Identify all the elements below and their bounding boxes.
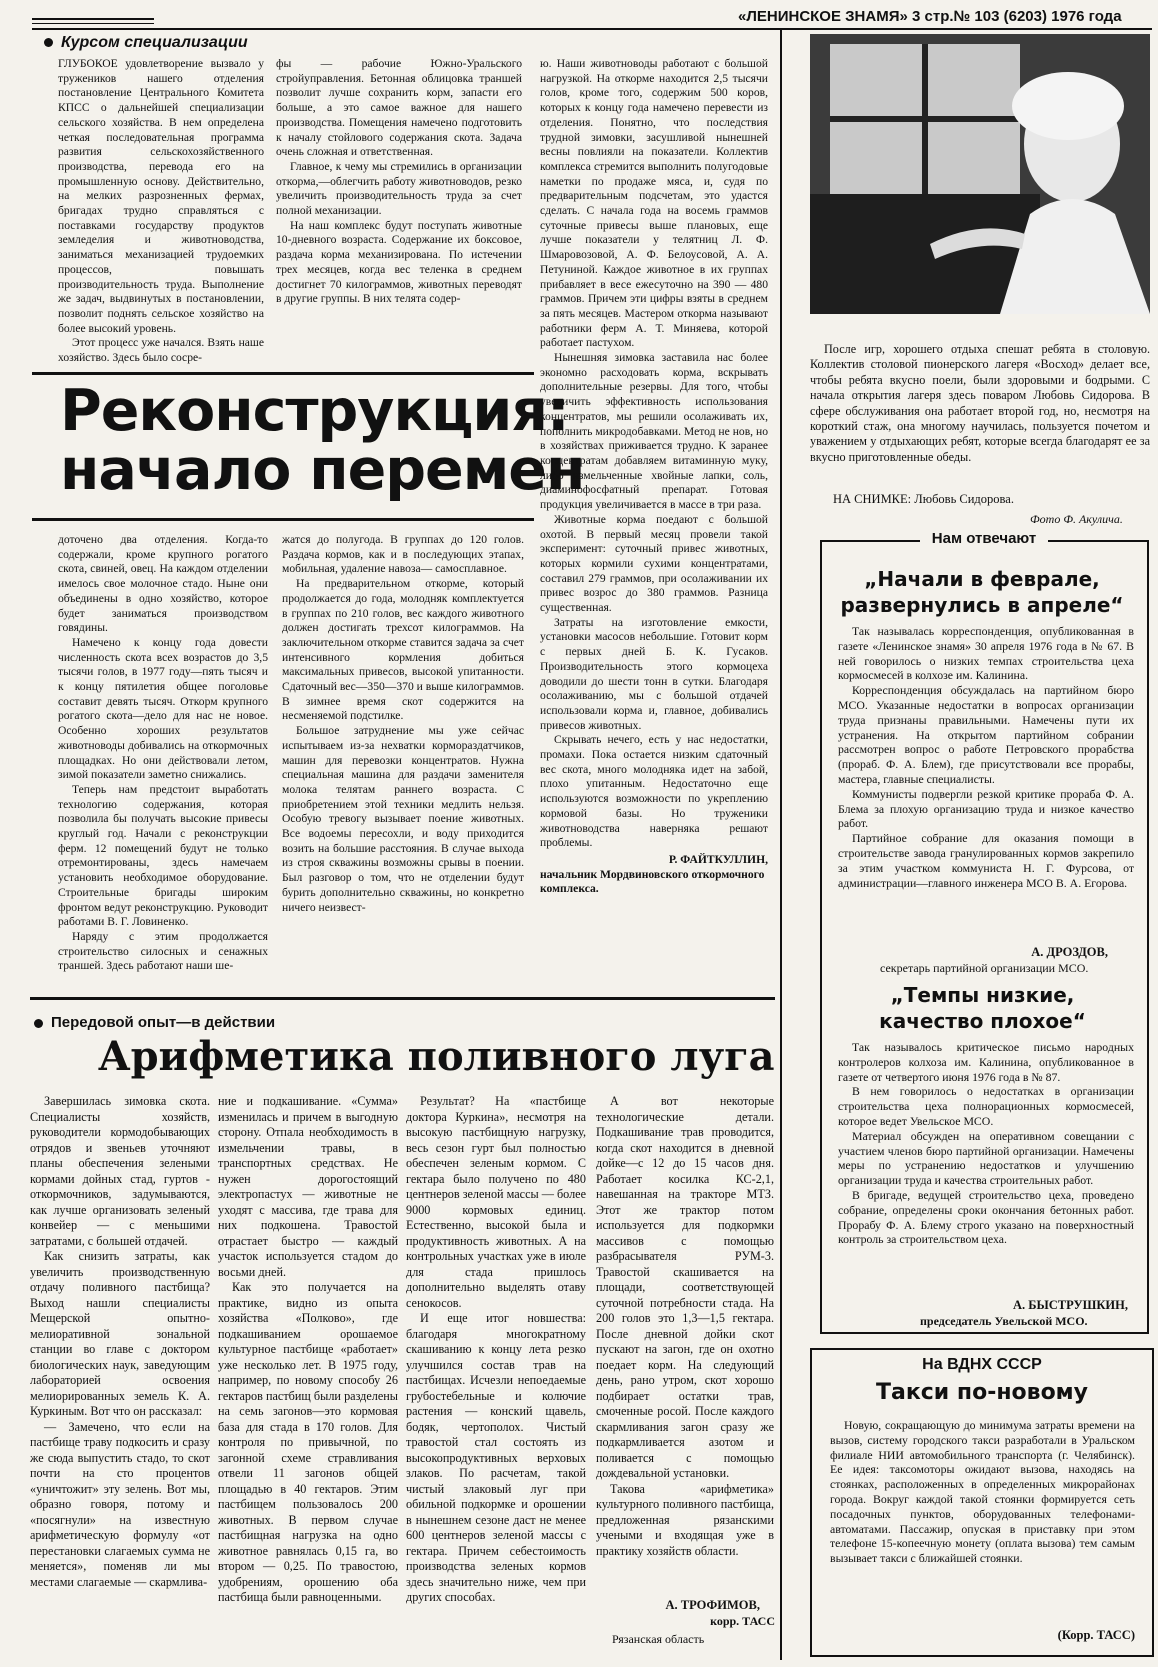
paragraph: Этот процесс уже начался. Взять наше хозяйство. Здесь было сосре-	[58, 336, 264, 365]
paragraph: И еще итог новшества: благодаря многократному скашиванию к концу лета резко улучшился состав трав на пастбищах. Исчезли непоедаемые грубостебельные и колючие растения — конский щавель, бодяк, чертополох. Чистый травостой стал состоять из высокопродуктивных верховых злаков. По расчетам, такой чистый злаковый луг при обильной подкормке и орошении в нынешнем сезоне даст не менее 600 центнеров зеленой массы с гектара. Причем себестоимость производства зеленых кормов здесь значительно ниже, чем при других способах.	[406, 1311, 586, 1604]
article1-col3	[540, 57, 768, 984]
photo-image	[810, 34, 1150, 314]
paragraph: Как снизить затраты, как увеличить производственную отдачу поливного пастбища? Выход нашли специалисты Мещерской опытно-мелиоративной зональной станции во главе с доктором биологических наук, заведующим лабораторией освоения мелиорированных земель К. А. Куркиным. Вот что он рассказал:	[30, 1249, 210, 1418]
paragraph: А вот некоторые технологические детали. Подкашивание трав проводится, когда скот находится в дневной дойке—с 12 до 15 часов дня. Работает косилка КС-2,1, навешанная на тракторе МТЗ. Этот же трактор потом используется для подкормки массивов с помощью разбрасывателя РУМ-3. Травостой скашивается на площади, соответствующей суточной потребности стада. На 200 голов это 1,3—1,5 гектара. После дневной дойки скот пускают на загон, где он охотно поедает корм. На следующий день, рано утром, скот хорошо подбирает остатки трав, смоченные росой. После каждого скармливания загон сразу же подкармливается азотом и поливается с помощью дождевальной установки.	[596, 1094, 774, 1480]
answers-title-2: „Темпы низкие, качество плохое“	[879, 983, 1086, 1033]
paragraph: Коммунисты подвергли резкой критике прораба Ф. А. Блема за плохую организацию труда и низкое качество работ.	[838, 786, 1134, 831]
answers-body-1	[838, 624, 1134, 940]
answers-signature-1: А. ДРОЗДОВ,	[1031, 945, 1108, 959]
paragraph: Намечено к концу года довести численность скота всех возрастов до 3,5 тысячи голов, в 1977 году—пять тысяч и к концу пятилетия общее поголовье составит девять тысяч. Откорм крупного рогатого скота—дело для нас не новое. Особенно хороших результатов животноводы добивались на откормочных площадках. Но они действовали летом, зимой показатели заметно снижались.	[58, 635, 268, 782]
paragraph: Затраты на изготовление емкости, установки масосов небольшие. Готовит корм с первых дней Б. К. Гусаков. Производительность этого кормоцеха доводили до шести тонн в сутки. Благодаря осолаживанию, мы с большой отдачей использовали корма и, главное, добивались привесов животных.	[540, 615, 768, 732]
article2-place: Рязанская область	[612, 1632, 705, 1646]
title-line: Реконструкция:	[60, 378, 569, 444]
paragraph: жатся до полугода. В группах до 120 голов. Раздача кормов, как и в последующих этапах, мобильная, удаление навоза— самосплавное.	[282, 533, 524, 576]
top-rule	[32, 18, 154, 20]
paragraph: ГЛУБОКОЕ удовлетворение вызвало у тружеников нашего отделения постановление Центрального Комитета КПСС о дальнейшей специализации сельского хозяйства. В нем определена четкая последовательная программа развития сельскохозяйственного производства, перевода его на промышленную основу. Действительно, на мелких разрозненных фермах, бригадах трудно справляться с поставками государству продуктов земледелия и животноводства, заниматься механизацией трудоемких процессов, повышать производительность труда. Выполнение же задач, выдвинутых в постановлении, позволит поднять сельское хозяйство на более высокий уровень.	[58, 57, 264, 335]
paragraph: Новую, сокращающую до минимума затраты времени на вызов, систему городского такси разработали в Уральском филиале НИИ автомобильного транспорта (г. Челябинск). Ее идея: таксомоторы ожидают вызова, находясь на стоянках, расположенных в определенных микрорайонах города. Вокруг каждой такой стоянки формируется сеть посадочных пунктов, оборудованных телефонами-автоматами. Пассажир, опуская в приставку при этом телефоне 15-копеечную монету (оплата вызова) тем самым вызывает такси с ближайшей стоянки.	[830, 1418, 1135, 1566]
taxi-title: Такси по-новому	[875, 1380, 1089, 1405]
paragraph: Результат? На «пастбище доктора Куркина», несмотря на высокую пастбищную нагрузку, весь сезон гурт был полностью обеспечен зеленым кормом. С гектара было получено по 480 центнеров зеленой массы — более 9000 кормовых единиц. Естественно, высокой была и продуктивность животных. А на контрольных участках уже в июле для стада пришлось дополнительно выделять отаву сенокосов.	[406, 1094, 586, 1310]
answers-body-2	[838, 1040, 1134, 1302]
paragraph: Так называлось критическое письмо народных контролеров колхоза им. Калинина, опубликованное в газете от четвертого июня 1976 года в № 87.	[838, 1040, 1134, 1084]
paragraph: Корреспонденция обсуждалась на партийном бюро МСО. Указанные недостатки в вопросах организации труда признаны правильными. Намечены пути их устранения. На открытом партийном собрании рассмотрен вопрос о работе Петровского прорабства (прораб. Ф. А. Блем), где присутствовали все прорабы, мастера, главные специалисты.	[838, 683, 1134, 786]
answers-signature-2: А. БЫСТРУШКИН,	[1012, 1298, 1128, 1312]
paragraph: ю. Наши животноводы работают с большой нагрузкой. На откорме находится 2,5 тысячи голов, кроме того, содержим 500 коров, которых к концу года намечено перевести из отделения. Понятно, что последствия трудной зимовки, засушливой нынешней весны повлияли на показатели. Коллектив комплекса стремится выполнить полугодовые наметки по продаже мяса, и, судя по предварительным подсчетам, это удастся сделать. С начала года на восемь граммов суточные привесы выше плановых, еще лучше показатели у телятниц Л. Ф. Шмаровозовой, А. Ф. Белоусовой, А. А. Петуниной. Каждое животное в их группах прибавляет в весе ежесуточно на 390 — 480 граммов. Причем эти цифры взяты в среднем за пять месяцев. Мастером откорма называют работники ферм А. Т. Миняева, которой работает пастухом.	[540, 57, 768, 350]
article1-col1-bottom	[58, 533, 268, 989]
taxi-signature: (Корр. ТАСС)	[1057, 1628, 1135, 1642]
paragraph: фы — рабочие Южно-Уральского стройуправления. Бетонная облицовка траншей позволит лучше сохранить корм, запасти его больше, а это самое важное для нашего производства. Помещения намечено подготовить к началу стойлового содержания скота. Задача очень сложная и ответственная.	[276, 57, 522, 159]
article1-title	[60, 378, 585, 503]
article1-col2-bottom	[282, 533, 524, 989]
article2-signature: А. ТРОФИМОВ,	[665, 1598, 760, 1612]
column-divider	[780, 30, 782, 1660]
top-rule	[32, 23, 154, 24]
title-line: начало перемен	[60, 436, 585, 503]
masthead-line: «ЛЕНИНСКОЕ ЗНАМЯ» 3 стр.№ 103 (6203) 1976 года	[738, 8, 1122, 25]
header-underline	[32, 28, 1152, 30]
paragraph: Наряду с этим продолжается строительство силосных и сенажных траншей. Здесь работают наши ше-	[58, 929, 268, 973]
photo-caption-text	[810, 342, 1150, 464]
paragraph: На наш комплекс будут поступать животные 10-дневного возраста. Содержание их боксовое, раздача корма механизирована. По истечении трех месяцев, когда вес теленка в среднем достигнет 70 килограммов, животных переводят в другие группы. В них телята содер-	[276, 218, 522, 306]
answers-signature-1-role: секретарь партийной организации МСО.	[880, 961, 1089, 975]
paragraph: Теперь нам предстоит выработать технологию содержания, которая позволила бы получать высокие привесы круглый год. Начали с реконструкции ферм. 12 помещений будут не только отремонтированы, здесь намечаем установить необходимое оборудование. Строительные бригады широким фронтом ведут реконструкцию. Руководит работами В. Г. Ловиненко.	[58, 782, 268, 929]
article2-col4	[596, 1094, 774, 1584]
answers-header	[824, 530, 1144, 548]
paragraph: Так называлась корреспонденция, опубликованная в газете «Ленинское знамя» 30 апреля 1976 года в № 67. В ней говорилось о низких темпах строительства цеха кормосмесей в колхозе им. Калинина.	[838, 624, 1134, 683]
paragraph: Скрывать нечего, есть у нас недостатки, промахи. Пока остается низким сдаточный вес скота, много молодняка идет на забой, плохо упитанным. Недостаточно еще используются возможности по укреплению кормовой базы. Но труженики животноводства наверняка решают проблемы.	[540, 733, 768, 850]
photo-credit: Фото Ф. Акулича.	[1030, 512, 1123, 526]
paragraph: ние и подкашивание. «Сумма» изменилась и причем в выгодную сторону. Отпала необходимость в измельчении травы, в транспортных средствах. Не нужен дорогостоящий электропастух — животные не уходят с массива, где трава для них подкошена. Травостой отрастает быстро — каждый участок используется стадом до восьми дней.	[218, 1094, 398, 1279]
answers-title-1: „Начали в феврале, развернулись в апреле“	[840, 567, 1124, 617]
photo-caption-label: НА СНИМКЕ: Любовь Сидорова.	[833, 492, 1014, 506]
title-top-rule	[32, 372, 534, 375]
bullet-icon	[44, 38, 53, 47]
paragraph: Партийное собрание для оказания помощи в строительстве завода гранулированных кормов закрепило за этим участком коммуниста Н. Г. Фурсова, от администрации—главного инженера МСО В. А. Егорова.	[838, 831, 1134, 890]
paragraph: На предварительном откорме, который продолжается до года, молодняк комплектуется в группах по 210 голов, вес каждого животного должен достигать трехсот килограммов. На заключительном откорме ставится задача за счет интенсивного кормления добиться максимальных привесов, высокой упитанности. Сдаточный вес—350—370 и выше килограммов. В зимнее время скот содержится на несменяемой подстилке.	[282, 577, 524, 723]
section-text: Курсом специализации	[61, 34, 248, 51]
paragraph: — Замечено, что если на пастбище траву подкосить и сразу же сюда выпустить стадо, то скот почти на сто процентов «уничтожит» эту зелень. Вот мы, образно говоря, потому и «посягнули» на известную арифметическую формулу «от перестановки слагаемых сумма не меняется», поменяв ли мы местами слагаемые — скармлива-	[30, 1419, 210, 1589]
title-bottom-rule	[32, 518, 534, 521]
paragraph: Как это получается на практике, видно из опыта хозяйства «Полково», где подкашиванием орошаемое культурное пастбище «работает» уже несколько лет. В 1975 году, например, по новому способу 26 гектаров пастбищ были разделены на семь загонов—это кормовая база для стада в 170 голов. Для контроля по привычной, по загонной схеме стравливания отвели 11 загонов общей площадью в 40 гектаров. Этим пастбищем пользовалось 200 животных. В первом случае пастбищная нагрузка на одно животное равнялась 0,15 га, во втором — 0,25. По травостою, удобрениям, орошению оба пастбища были равноценными.	[218, 1280, 398, 1604]
article-divider	[30, 997, 775, 1000]
article2-col3	[406, 1094, 586, 1640]
paragraph: Такова «арифметика» культурного поливного пастбища, предложенная рязанскими учеными и входящая уже в практику хозяйств области.	[596, 1481, 774, 1558]
paragraph: доточено два отделения. Когда-то содержали, кроме крупного рогатого скота, свиней, овец. На каждом отделении имелось свое молочное стадо. Ныне они объединены в одно хозяйство, которое будет заниматься производством говядины.	[58, 533, 268, 635]
paragraph: После игр, хорошего отдыха спешат ребята в столовую. Коллектив столовой пионерского лагеря «Восход» делает все, чтобы ребята вкусно поели, были здоровыми и бодрыми. С начала открытия лагеря здесь поваром Любовь Сидорова. В сфере обслуживания она работает второй год, но, несмотря на короткий стаж, она многому научилась, пользуется почетом и уважением у отдыхающих ребят, которые всегда благодарят ее за вкусно приготовленные обеды.	[810, 342, 1150, 464]
paragraph: Большое затруднение мы уже сейчас испытываем из-за нехватки кормораздатчиков, машин для перевозки концентратов. Нужна специальная машина для раздачи заменителя молока телятам раннего возраста. С приобретением этой техники медлить нельзя. Особую тревогу вызывает поение животных. Все водоемы пересохли, и воду приходится возить на большие расстояния. В случае выхода из строя скважины возможны срывы в поении. Был разговор о том, что не отделении будут бурить дополнительно скважины, но конкретно ничего неизвест-	[282, 724, 524, 914]
article2-title: Арифметика поливного луга	[98, 1033, 775, 1080]
photo-lyubov-sidorova	[810, 34, 1150, 314]
paragraph: В бригаде, ведущей строительство цеха, проведено собрание, определены сроки окончания бетонных работ. Прорабу Ф. А. Блему строго указано на поверхностный контроль за строительством цеха.	[838, 1187, 1134, 1247]
paragraph: Материал обсужден на оперативном совещании с участием членов бюро партийной организации. Намечены меры по устранению недостатков и улучшению организации труда и качества строительных работ.	[838, 1128, 1134, 1188]
taxi-body	[830, 1418, 1135, 1618]
section-label-2	[34, 1014, 275, 1031]
article1-col1-top	[58, 57, 264, 365]
signature: Р. ФАЙТКУЛЛИН,	[668, 852, 768, 866]
taxi-header: На ВДНХ СССР	[922, 1356, 1042, 1373]
article1-col2-top	[276, 57, 522, 357]
section-label	[44, 34, 248, 52]
paragraph: Завершилась зимовка скота. Специалисты хозяйств, руководители кормодобывающих отрядов и звеньев уточняют планы обеспечения зелеными кормами дойных стад, гуртов - откормочников, задумываются, как лучше организовать зеленый конвейер — с меньшими затратами, с большей отдачей.	[30, 1094, 210, 1248]
signature-role: начальник Мордвиновского откормочного комплекса.	[540, 867, 765, 896]
answers-header-text: Нам отвечают	[920, 530, 1048, 547]
article2-col1	[30, 1094, 210, 1640]
bullet-icon	[34, 1019, 43, 1028]
paragraph: Животные корма поедают с большой охотой. В первый месяц провели такой эксперимент: суточный привес животных, которых кормили сухими концентратами, составил 279 граммов, при осолаживании их привес возрос до 380 граммов. Разница существенная.	[540, 512, 768, 615]
paragraph: В нем говорилось о недостатках в организации строительства цеха полнорационных кормосмесей, которое ведет Увельское МСО.	[838, 1084, 1134, 1128]
section-text: Передовой опыт—в действии	[51, 1014, 276, 1031]
article2-col2	[218, 1094, 398, 1640]
paragraph: Нынешняя зимовка заставила нас более экономно расходовать корма, вскрывать дополнительные резервы. Для того, чтобы увеличить эффективность использования концентратов, мы решили осолаживать их, пополнить микродобавками. Метод не нов, но в хозяйствах приживается трудно. К заранее концентратам добавляем витаминную муку, либо измельченные хвойные лапки, соль, диаминофосфатный препарат. Готовая продукция увеличивается в массе в три раза.	[540, 351, 768, 512]
answers-signature-2-role: председатель Увельской МСО.	[920, 1314, 1088, 1328]
paragraph: Главное, к чему мы стремились в организации откорма,—облегчить работу животноводов, резко увеличить производительность труда за счет полной механизации.	[276, 159, 522, 218]
article2-signature-role: корр. ТАСС	[710, 1614, 775, 1628]
